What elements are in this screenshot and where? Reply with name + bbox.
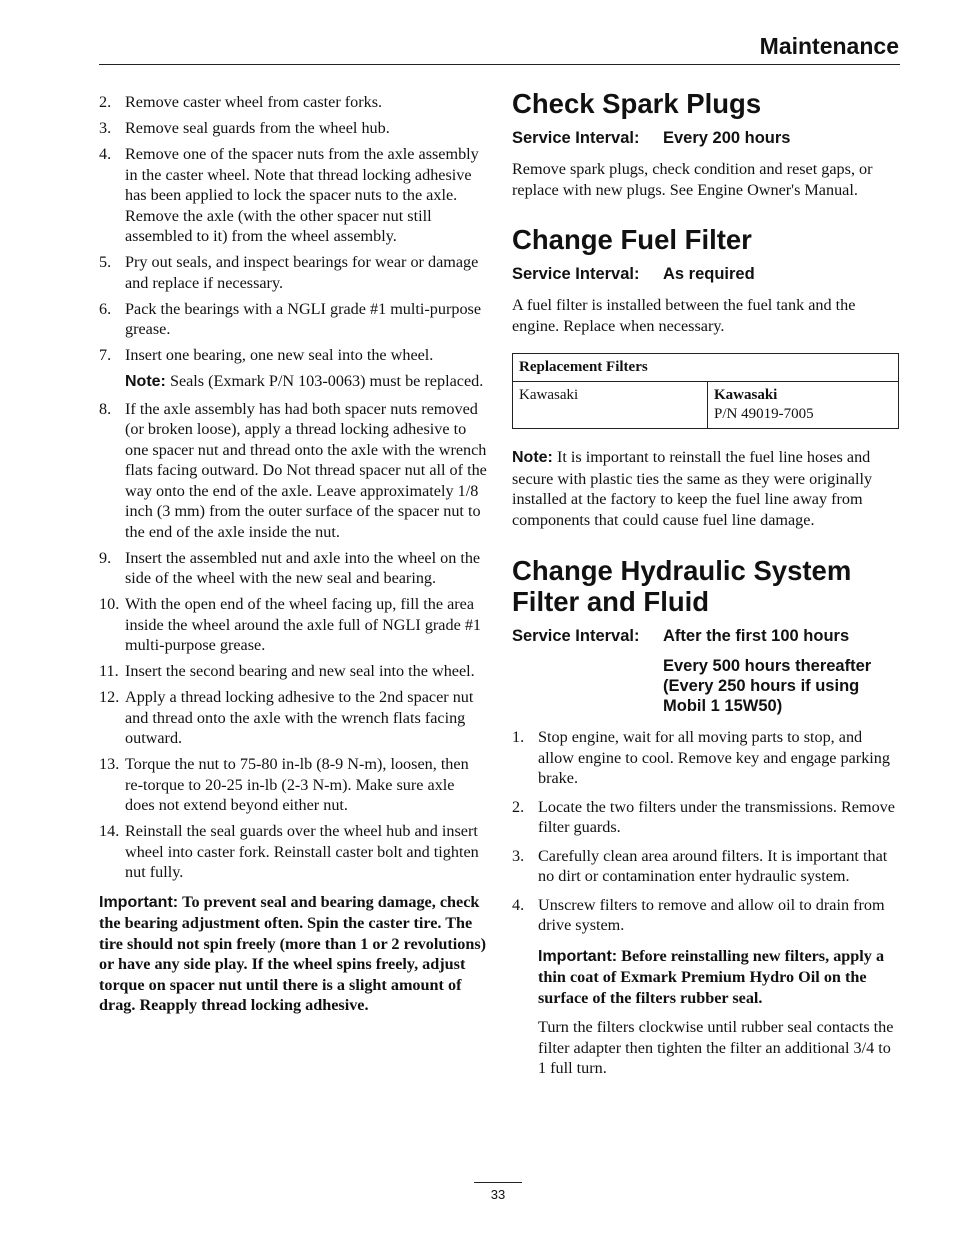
paragraph: Turn the filters clockwise until rubber seal contacts the filter adapter then tighten the filter an additional 3/4 to 1 full turn.: [538, 1018, 894, 1077]
important-label: Important:: [99, 893, 179, 911]
note-fuel-lines: [512, 447, 900, 530]
step-number: 11.: [99, 662, 119, 680]
replacement-filters-table: [512, 353, 899, 429]
table-row: [513, 382, 899, 429]
section-heading-spark-plugs: Check Spark Plugs: [512, 88, 762, 119]
step-number: 5.: [99, 253, 112, 271]
list-item: [99, 299, 487, 340]
section-heading-hydraulic: [512, 555, 900, 617]
service-interval-label: Service Interval:: [512, 129, 640, 147]
note-text: Seals (Exmark P/N 103-0063) must be replaced.: [169, 372, 484, 390]
step-text: Stop engine, wait for all moving parts to stop, and allow engine to cool. Remove key and engage parking brake.: [538, 728, 890, 787]
list-item: [99, 399, 487, 543]
part-number: P/N 49019-7005: [714, 406, 814, 422]
note-label: Note:: [512, 449, 553, 466]
important-label: Important:: [538, 947, 618, 965]
note-seals: [99, 371, 487, 393]
step-text: Locate the two filters under the transmissions. Remove filter guards.: [538, 797, 895, 836]
list-item: [99, 821, 487, 883]
list-item: [99, 754, 487, 816]
header-divider: [99, 64, 900, 65]
step-number: 4.: [99, 145, 112, 163]
important-text: Before reinstalling new filters, apply a thin coat of Exmark Premium Hydro Oil on the surface of the filters rubber seal.: [538, 946, 885, 1007]
list-item: [99, 92, 487, 113]
list-item: [99, 144, 487, 247]
service-interval: [512, 264, 900, 284]
step-text: Pack the bearings with a NGLI grade #1 multi-purpose grease.: [125, 299, 482, 338]
step-text: Remove one of the spacer nuts from the axle assembly in the caster wheel. Note that thread locking adhesive has been applied to lock the spacer nuts to the axle. Remove the axle (with the other spacer nut still assembled to it) from the wheel assembly.: [125, 145, 479, 245]
step-number: 4.: [512, 895, 525, 914]
step-text: Torque the nut to 75-80 in-lb (8-9 N-m), loosen, then re-torque to 20-25 in-lb (2-3 N-m). Make sure axle does not extend beyond either nut.: [125, 755, 469, 814]
step-number: 9.: [99, 548, 112, 567]
service-interval-value: As required: [663, 265, 755, 283]
step-text: Insert the assembled nut and axle into the wheel on the side of the wheel with the new seal and bearing.: [125, 548, 481, 587]
service-interval-value: Every 500 hours thereafter (Every 250 hours if using Mobil 1 15W50): [663, 657, 872, 715]
step-number: 3.: [512, 846, 525, 865]
list-item: [512, 846, 900, 887]
important-bearing: [99, 892, 487, 1016]
list-item: [99, 661, 487, 682]
left-column: [99, 92, 487, 1016]
step-text: Reinstall the seal guards over the wheel hub and insert wheel into caster fork. Reinstall caster bolt and tighten nut fully.: [125, 822, 479, 881]
step-number: 7.: [99, 346, 112, 364]
list-item: [99, 687, 487, 749]
heading-line: Change Hydraulic System: [512, 555, 852, 586]
page-number: 33: [490, 1187, 506, 1202]
step-text: Unscrew filters to remove and allow oil to drain from drive system.: [538, 895, 885, 934]
service-interval: [512, 626, 900, 716]
part-brand: Kawasaki: [714, 387, 778, 403]
paragraph: A fuel filter is installed between the fuel tank and the engine. Replace when necessary.: [512, 296, 856, 335]
service-interval-value: Every 200 hours: [663, 129, 791, 147]
step-text: Apply a thread locking adhesive to the 2nd spacer nut and thread onto the axle with the wrench flats facing outward.: [125, 688, 474, 747]
table-header: Replacement Filters: [513, 354, 899, 382]
step-text: With the open end of the wheel facing up, fill the area inside the wheel around the axle full of NGLI grade #1 multi-purpose grease.: [125, 595, 482, 654]
step-text: Remove seal guards from the wheel hub.: [125, 119, 390, 137]
step-text: Carefully clean area around filters. It is important that no dirt or contamination enter hydraulic system.: [538, 846, 888, 885]
step-number: 10.: [99, 595, 120, 613]
step-text: If the axle assembly has had both spacer nuts removed (or broken loose), apply a thread locking adhesive to one spacer nut and thread onto the axle with the wrench flats facing outward. Do Not thread spacer nut all of the way onto the end of the axle. Leave approximately 1/8 inch (3 mm) from the outer surface of the spacer nut to the end of the axle inside the nut.: [125, 399, 487, 541]
step-number: 1.: [512, 728, 525, 746]
note-label: Note:: [125, 373, 166, 390]
list-item: [99, 345, 487, 366]
step-number: 12.: [99, 688, 120, 706]
list-item: [99, 118, 487, 139]
service-interval: [512, 128, 900, 148]
table-cell-engine: Kawasaki: [513, 382, 708, 429]
step-text: Insert one bearing, one new seal into the wheel.: [125, 346, 434, 364]
step-text: Pry out seals, and inspect bearings for wear or damage and replace if necessary.: [125, 253, 479, 292]
step-text: Insert the second bearing and new seal into the wheel.: [125, 662, 475, 680]
service-interval-value: After the first 100 hours: [663, 627, 850, 645]
paragraph: Remove spark plugs, check condition and reset gaps, or replace with new plugs. See Engine Owner's Manual.: [512, 160, 873, 199]
important-filters: [512, 946, 900, 1009]
step-number: 8.: [99, 399, 112, 418]
footer-divider: [474, 1182, 522, 1183]
step-text: Remove caster wheel from caster forks.: [125, 93, 383, 111]
list-item: [99, 594, 487, 656]
heading-line: Filter and Fluid: [512, 586, 710, 617]
section-title: Maintenance: [759, 33, 899, 59]
list-item: [99, 548, 487, 589]
step-number: 2.: [512, 797, 525, 816]
step-number: 6.: [99, 299, 112, 318]
step-number: 13.: [99, 755, 120, 773]
list-item: [512, 895, 900, 936]
list-item: [512, 797, 900, 838]
right-column: [512, 88, 900, 1085]
list-item: [512, 727, 900, 789]
service-interval-label: Service Interval:: [512, 627, 640, 645]
service-interval-label: Service Interval:: [512, 265, 640, 283]
section-heading-fuel-filter: Change Fuel Filter: [512, 224, 752, 255]
note-text: It is important to reinstall the fuel line hoses and secure with plastic ties the same as they were originally installed at the factory to keep the fuel line away from components that could cause fuel line damage.: [512, 448, 873, 529]
step-number: 3.: [99, 119, 112, 137]
step-number: 2.: [99, 93, 112, 111]
important-text: To prevent seal and bearing damage, check the bearing adjustment often. Spin the caster tire. The tire should not spin freely (more than 1 or 2 revolutions) or have any side play. If the wheel spins freely, adjust torque on spacer nut until there is a slight amount of drag. Reapply thread locking adhesive.: [99, 892, 487, 1014]
table-cell-part: [708, 382, 899, 429]
list-item: [99, 252, 487, 293]
step-number: 14.: [99, 822, 120, 840]
